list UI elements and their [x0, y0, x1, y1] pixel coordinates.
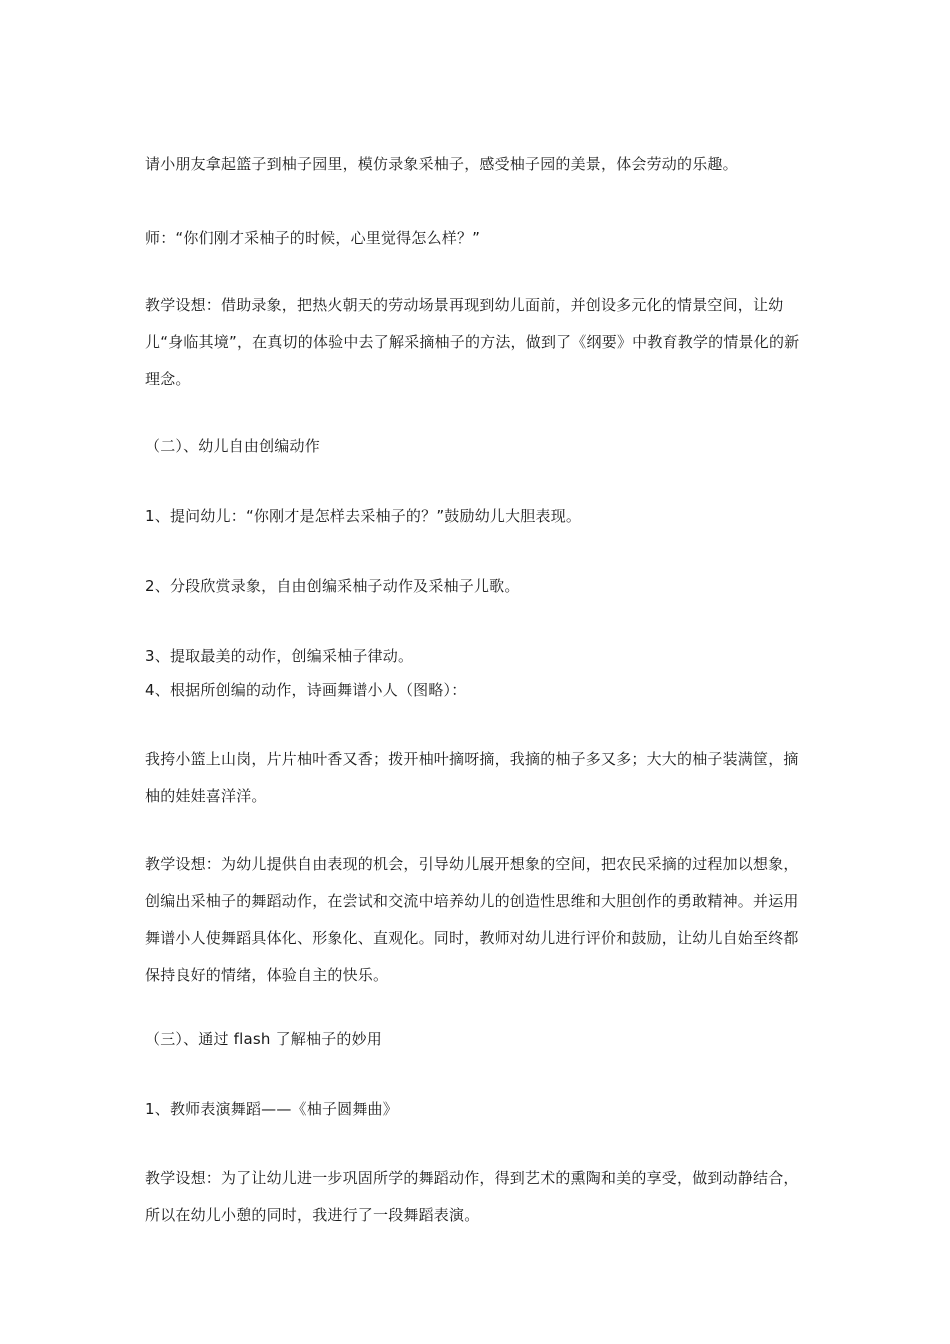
paragraph-rhyme: 我挎小篮上山岗，片片柚叶香又香；拨开柚叶摘呀摘，我摘的柚子多又多；大大的柚子装满筐，摘柚的娃娃喜洋洋。	[145, 750, 799, 805]
paragraph-activity-intro: 请小朋友拿起篮子到柚子园里，模仿录象采柚子，感受柚子园的美景，体会劳动的乐趣。	[145, 155, 738, 173]
list-item-4: 4、根据所创编的动作，诗画舞谱小人（图略）：	[145, 681, 467, 699]
section-heading-2: （二）、幼儿自由创编动作	[145, 437, 320, 455]
list-item-dance: 1、教师表演舞蹈——《柚子圆舞曲》	[145, 1100, 398, 1118]
list-item-2: 2、分段欣赏录象，自由创编采柚子动作及采柚子儿歌。	[145, 577, 520, 595]
list-item-1: 1、提问幼儿：“你刚才是怎样去采柚子的？”鼓励幼儿大胆表现。	[145, 507, 582, 525]
paragraph-teaching-idea-1: 教学设想：借助录象，把热火朝天的劳动场景再现到幼儿面前，并创设多元化的情景空间，让幼儿“身临其境”，在真切的体验中去了解采摘柚子的方法，做到了《纲要》中教育教学的情景化的新理念。	[145, 296, 800, 388]
paragraph-teaching-idea-3: 教学设想：为了让幼儿进一步巩固所学的舞蹈动作，得到艺术的熏陶和美的享受，做到动静结合，所以在幼儿小憩的同时，我进行了一段舞蹈表演。	[145, 1169, 799, 1224]
paragraph-teacher-question: 师：“你们刚才采柚子的时候，心里觉得怎么样？”	[145, 229, 481, 247]
list-item-3: 3、提取最美的动作，创编采柚子律动。	[145, 647, 414, 665]
paragraph-teaching-idea-2: 教学设想：为幼儿提供自由表现的机会，引导幼儿展开想象的空间，把农民采摘的过程加以想象，创编出采柚子的舞蹈动作，在尝试和交流中培养幼儿的创造性思维和大胆创作的勇敢精神。并运用舞谱小人使舞蹈具体化、形象化、直观化。同时，教师对幼儿进行评价和鼓励，让幼儿自始至终都保持良好的情绪，体验自主的快乐。	[145, 855, 799, 984]
section-heading-3: （三）、通过 flash 了解柚子的妙用	[145, 1030, 382, 1048]
